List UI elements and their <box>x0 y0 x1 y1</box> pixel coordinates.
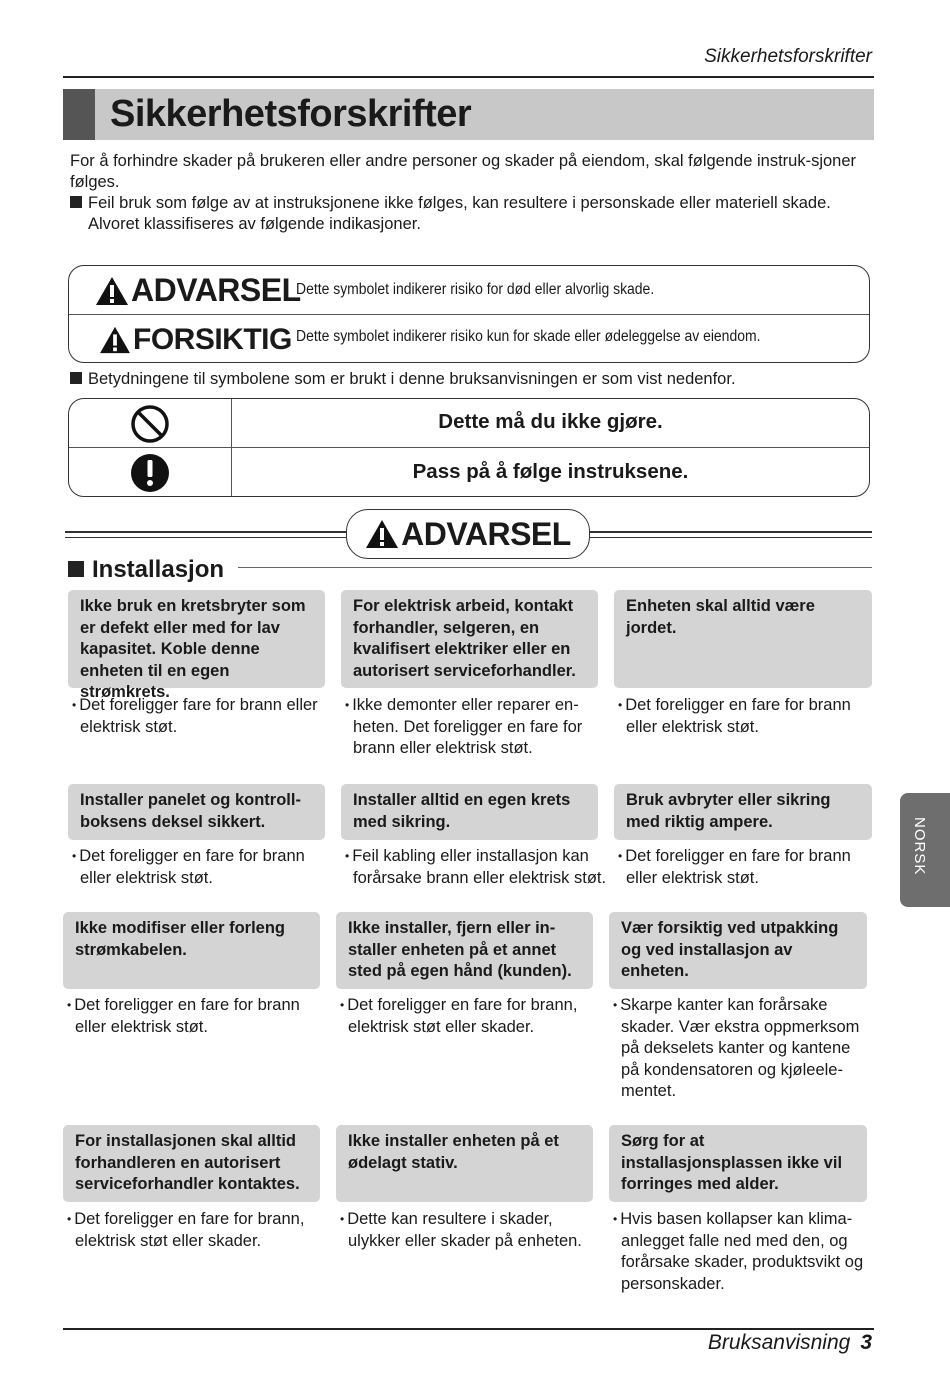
prohibition-icon <box>129 403 171 445</box>
title-accent <box>63 89 95 140</box>
instruction-detail: • Det foreligger en fare for brann, elektrisk støt eller skader. <box>336 995 598 1038</box>
legend-description: Dette symbolet indikerer risiko kun for skade eller ødeleggelse av eiendom. <box>296 328 761 345</box>
instruction-detail: • Det foreligger en fare for brann eller elektrisk støt. <box>68 846 337 889</box>
warning-banner: ADVARSEL <box>346 509 590 559</box>
instruction-heading: For elektrisk arbeid, kontakt forhandler, selgeren, en kvalifisert elektriker eller en autorisert serviceforhandler. <box>341 590 598 688</box>
section-rule <box>238 567 872 568</box>
instruction-detail: • Det foreligger fare for brann eller elektrisk støt. <box>68 695 337 738</box>
instruction-detail: • Det foreligger en fare for brann eller elektrisk støt. <box>614 695 876 738</box>
square-bullet-icon <box>68 561 84 577</box>
symbol-meaning: Pass på å følge instruksene. <box>412 460 689 483</box>
intro-text <box>70 151 860 235</box>
symbol-meaning: Dette må du ikke gjøre. <box>438 410 663 433</box>
square-bullet-icon <box>70 196 82 208</box>
signal-word-advarsel: ADVARSEL <box>95 272 301 309</box>
section-heading: Installasjon <box>68 556 234 584</box>
legend-row-forsiktig <box>69 314 869 363</box>
symbol-table <box>68 398 870 497</box>
banner-rule <box>590 537 872 538</box>
instruction-heading: Ikke installer enheten på et ødelagt stativ. <box>336 1125 593 1202</box>
banner-rule <box>590 531 872 533</box>
banner-rule <box>65 537 346 538</box>
page-footer <box>708 1331 872 1355</box>
page-title: Sikkerhetsforskrifter <box>110 93 472 135</box>
language-tab: NORSK <box>900 793 950 907</box>
legend-row-advarsel <box>69 266 869 314</box>
header-rule <box>63 76 874 78</box>
instruction-detail: • Skarpe kanter kan forårsake skader. Vær ekstra oppmerksom på dekselets kanter og kantene på kondensatoren og kjøleele-mentet. <box>609 995 871 1103</box>
warning-triangle-icon <box>95 276 129 306</box>
severity-legend <box>68 265 870 363</box>
instruction-heading: Ikke bruk en kretsbryter som er defekt eller med for lav kapasitet. Koble denne enheten til en egen strømkrets. <box>68 590 325 688</box>
footer-label: Bruksanvisning <box>707 1331 851 1354</box>
exclamation-icon <box>129 452 171 494</box>
instruction-heading: Bruk avbryter eller sikring med riktig ampere. <box>614 784 872 840</box>
instruction-heading: Ikke modifiser eller forleng strømkabelen. <box>63 912 320 989</box>
instruction-heading: Installer alltid en egen krets med sikring. <box>341 784 598 840</box>
instruction-heading: For installasjonen skal alltid forhandleren en autorisert serviceforhandler kontaktes. <box>63 1125 320 1202</box>
instruction-heading: Sørg for at installasjonsplassen ikke vil forringes med alder. <box>609 1125 867 1202</box>
page-number: 3 <box>860 1331 872 1354</box>
instruction-detail: • Feil kabling eller installasjon kan forårsake brann eller elektrisk støt. <box>341 846 615 889</box>
square-bullet-icon <box>70 372 82 384</box>
instruction-heading: Installer panelet og kontroll-boksens deksel sikkert. <box>68 784 325 840</box>
instruction-detail: • Det foreligger en fare for brann, elektrisk støt eller skader. <box>63 1209 332 1252</box>
title-bar <box>63 89 874 140</box>
running-header: Sikkerhetsforskrifter <box>704 46 872 67</box>
intro-note: Feil bruk som følge av at instruksjonene ikke følges, kan resultere i personskade eller materiell skade. <box>70 193 860 214</box>
instruction-detail: • Hvis basen kollapser kan klima-anlegget falle ned med den, og forårsake skader, produktsvikt og personskader. <box>609 1209 871 1295</box>
instruction-heading: Vær forsiktig ved utpakking og ved installasjon av enheten. <box>609 912 867 989</box>
symbols-note: Betydningene til symbolene som er brukt i denne bruksanvisningen er som vist nedenfor. <box>70 370 736 389</box>
divider <box>69 447 869 448</box>
instruction-detail: • Ikke demonter eller reparer en-heten. Det foreligger en fare for brann eller elektrisk støt. <box>341 695 603 760</box>
warning-triangle-icon <box>365 519 399 549</box>
intro-paragraph: For å forhindre skader på brukeren eller andre personer og skader på eiendom, skal følgende instruk-sjoner følges. <box>70 152 857 191</box>
intro-note-continued: Alvoret klassifiseres av følgende indikasjoner. <box>88 215 421 233</box>
instruction-heading: Enheten skal alltid være jordet. <box>614 590 872 688</box>
instruction-heading: Ikke installer, fjern eller in-staller enheten på et annet sted på egen hånd (kunden). <box>336 912 593 989</box>
banner-rule <box>65 531 346 533</box>
instruction-detail: • Det foreligger en fare for brann eller elektrisk støt. <box>614 846 876 889</box>
legend-description: Dette symbolet indikerer risiko for død eller alvorlig skade. <box>296 281 655 298</box>
footer-rule <box>63 1328 874 1330</box>
signal-word-forsiktig: FORSIKTIG <box>99 323 292 357</box>
instruction-detail: • Dette kan resultere i skader, ulykker eller skader på enheten. <box>336 1209 598 1252</box>
warning-triangle-icon <box>99 326 131 354</box>
instruction-detail: • Det foreligger en fare for brann eller elektrisk støt. <box>63 995 332 1038</box>
